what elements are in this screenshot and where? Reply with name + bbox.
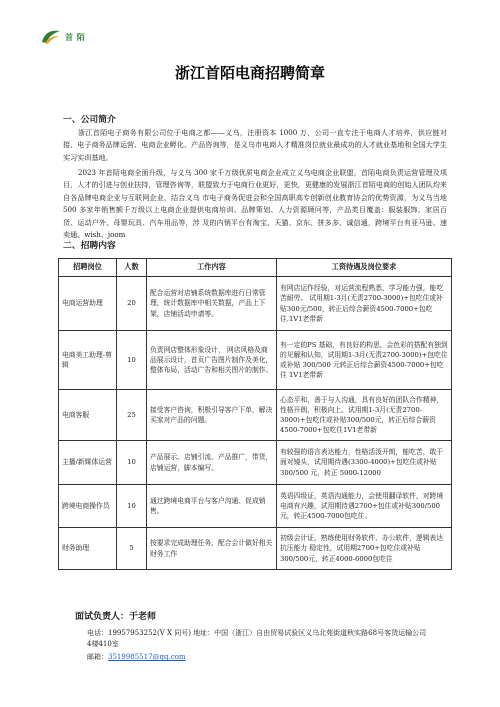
cell-position: 电商美工助理-剪辑 [59, 331, 117, 390]
header-requirements: 工资待遇及岗位要求 [277, 259, 452, 277]
header-position: 招聘岗位 [59, 259, 117, 277]
company-logo [40, 28, 85, 46]
interviewer-line [75, 612, 156, 623]
interviewer-label: 面试负责人： [75, 612, 130, 622]
cell-count: 10 [117, 331, 147, 390]
cell-duties: 负责网店整体形象设计， 网店风格及商品展示设计，首页广告图片制作及美化， 整体布局，活动广告和相关图片的制作。 [147, 331, 277, 390]
cell-position: 跨境电商操作员 [59, 485, 117, 528]
intro-paragraph-1: 浙江首陌电子商务有限公司位于电商之都——义乌，注册资本 1000 万，公司一直专注于电商人才培养，供应链对接、电子商务品牌运营、电商企业孵化、产品咨询等，是义乌市电商人才精准岗位就业最成功的人才就业基地和全国大学生实习实训基地。 [63, 128, 447, 162]
contact-phone-address: 电话：19957953252(V X 同号) 地址：中国（浙江）自由贸易试验区义乌北苑街道秋实路68号客货运输公司4楼410室 [87, 629, 427, 648]
cell-position: 财务助理 [59, 528, 117, 570]
cell-requirements: 英语四级证，英语沟通能力，会使用翻译软件，对跨境电商有兴趣，试用期待遇2700+包住或补贴300/500元，转正4500-7000包吃住。 [277, 485, 452, 528]
table-row [59, 485, 452, 528]
logo-text: 首 陌 [65, 32, 86, 42]
cell-position: 电商客服 [59, 390, 117, 441]
cell-count: 20 [117, 277, 147, 331]
cell-position: 电商运营助理 [59, 277, 117, 331]
table-row [59, 277, 452, 331]
header-duties: 工作内容 [147, 259, 277, 277]
email-link[interactable]: 3519985517@qq.com [108, 653, 186, 661]
cell-requirements: 心态平和，善于与人沟通，具有良好的团队合作精神，性格开朗，积极向上。试用期1-3月(无责2700-3000)+包吃住或补贴300/500元，转正后综合薪资4500-7000+包吃住1V1老带新 [277, 390, 452, 441]
cell-requirements: 有一定的PS 基础，有良好的构思，会色彩的搭配有独到的见解和认知，试用期1-3月(无责2700-3000)+包吃住或补贴 300/500 元转正后综合薪资4500-7000+包吃住 1V1老带新 [277, 331, 452, 390]
table-header-row [59, 259, 452, 277]
page-title: 浙江首陌电商招聘简章 [174, 64, 325, 82]
cell-count: 10 [117, 441, 147, 485]
section-heading-intro: 一、公司简介 [63, 115, 116, 125]
cell-requirements: 有网店运作经验，对运营流程熟悉，学习能力强，能吃苦耐劳。 试用期1-3月(无责2700-3000)+包吃住或补贴300元/500，转正后综合薪资4500-7000+包吃住.1V1老带新 [277, 277, 452, 331]
section-heading-jobs: 二、招聘内容 [63, 241, 116, 251]
intro-paragraph-2: 2023 年首陌电商全面升级，与义乌 300 家千万级优质电商企业成立义乌电商企业联盟，首陌电商负责运营管理及项目，人才的引进与创业扶持，管理咨询等，联盟致力于电商行业更好，更快，更健康的发展浙江首陌电商的创始人团队均来自各品牌电商企业与互联网企业，结合义乌 市电子商务促进会和全国高职高专创新创业教育协会的优势资源，为义乌当地 500 多家年销售额千万级以上电商企业提供电商培训、品牌策划、人力资源顾问等，产品类目覆盖：服装服饰、家居百货、运动户外、母婴玩具、汽车用品等，涉 及的内销平台有淘宝、天猫、京东、拼多多、诚信通，跨境平台有亚马逊、速卖通、wish、joom [63, 168, 447, 240]
cell-position: 主播/新媒体运营 [59, 441, 117, 485]
cell-duties: 产品展示、店铺引流、产品推广，带货，店铺运营，脚本编写。 [147, 441, 277, 485]
table-row [59, 331, 452, 390]
cell-count: 10 [117, 485, 147, 528]
table-row [59, 441, 452, 485]
contact-email-line [87, 652, 186, 663]
email-label: 邮箱： [87, 653, 108, 661]
interviewer-name: 于老师 [129, 612, 157, 622]
table-row [59, 528, 452, 570]
cell-duties: 按要求完成助理任务，配合会计做好相关财务工作 [147, 528, 277, 570]
cell-requirements: 有较强的语言表达能力，性格活泼开朗，能吃苦，敢于面对镜头，试用期待遇(3300-4000)+包吃住或补贴 300/500 元，转正 5000-12000 [277, 441, 452, 485]
cell-count: 5 [117, 528, 147, 570]
jobs-table [58, 258, 452, 570]
cell-duties: 接受客户咨询，积极引导客户下单，解决买家对产品的问题。 [147, 390, 277, 441]
cell-count: 25 [117, 390, 147, 441]
cell-duties: 通过跨境电商平台与客户沟通、促成销售。 [147, 485, 277, 528]
logo-mark-icon [40, 28, 62, 46]
table-row [59, 390, 452, 441]
cell-requirements: 初级会计证，熟练使用财务软件、办公软件，逻辑表达 抗压能力 稳定性，试用期2700+包吃住或补贴300/500元，转正4000-6000包吃住 [277, 528, 452, 570]
header-count: 人数 [117, 259, 147, 277]
cell-duties: 配合运营对店铺系统数据库进行日常管理，统计数据库中相关数据，产品上下架，店铺活动申请等。 [147, 277, 277, 331]
